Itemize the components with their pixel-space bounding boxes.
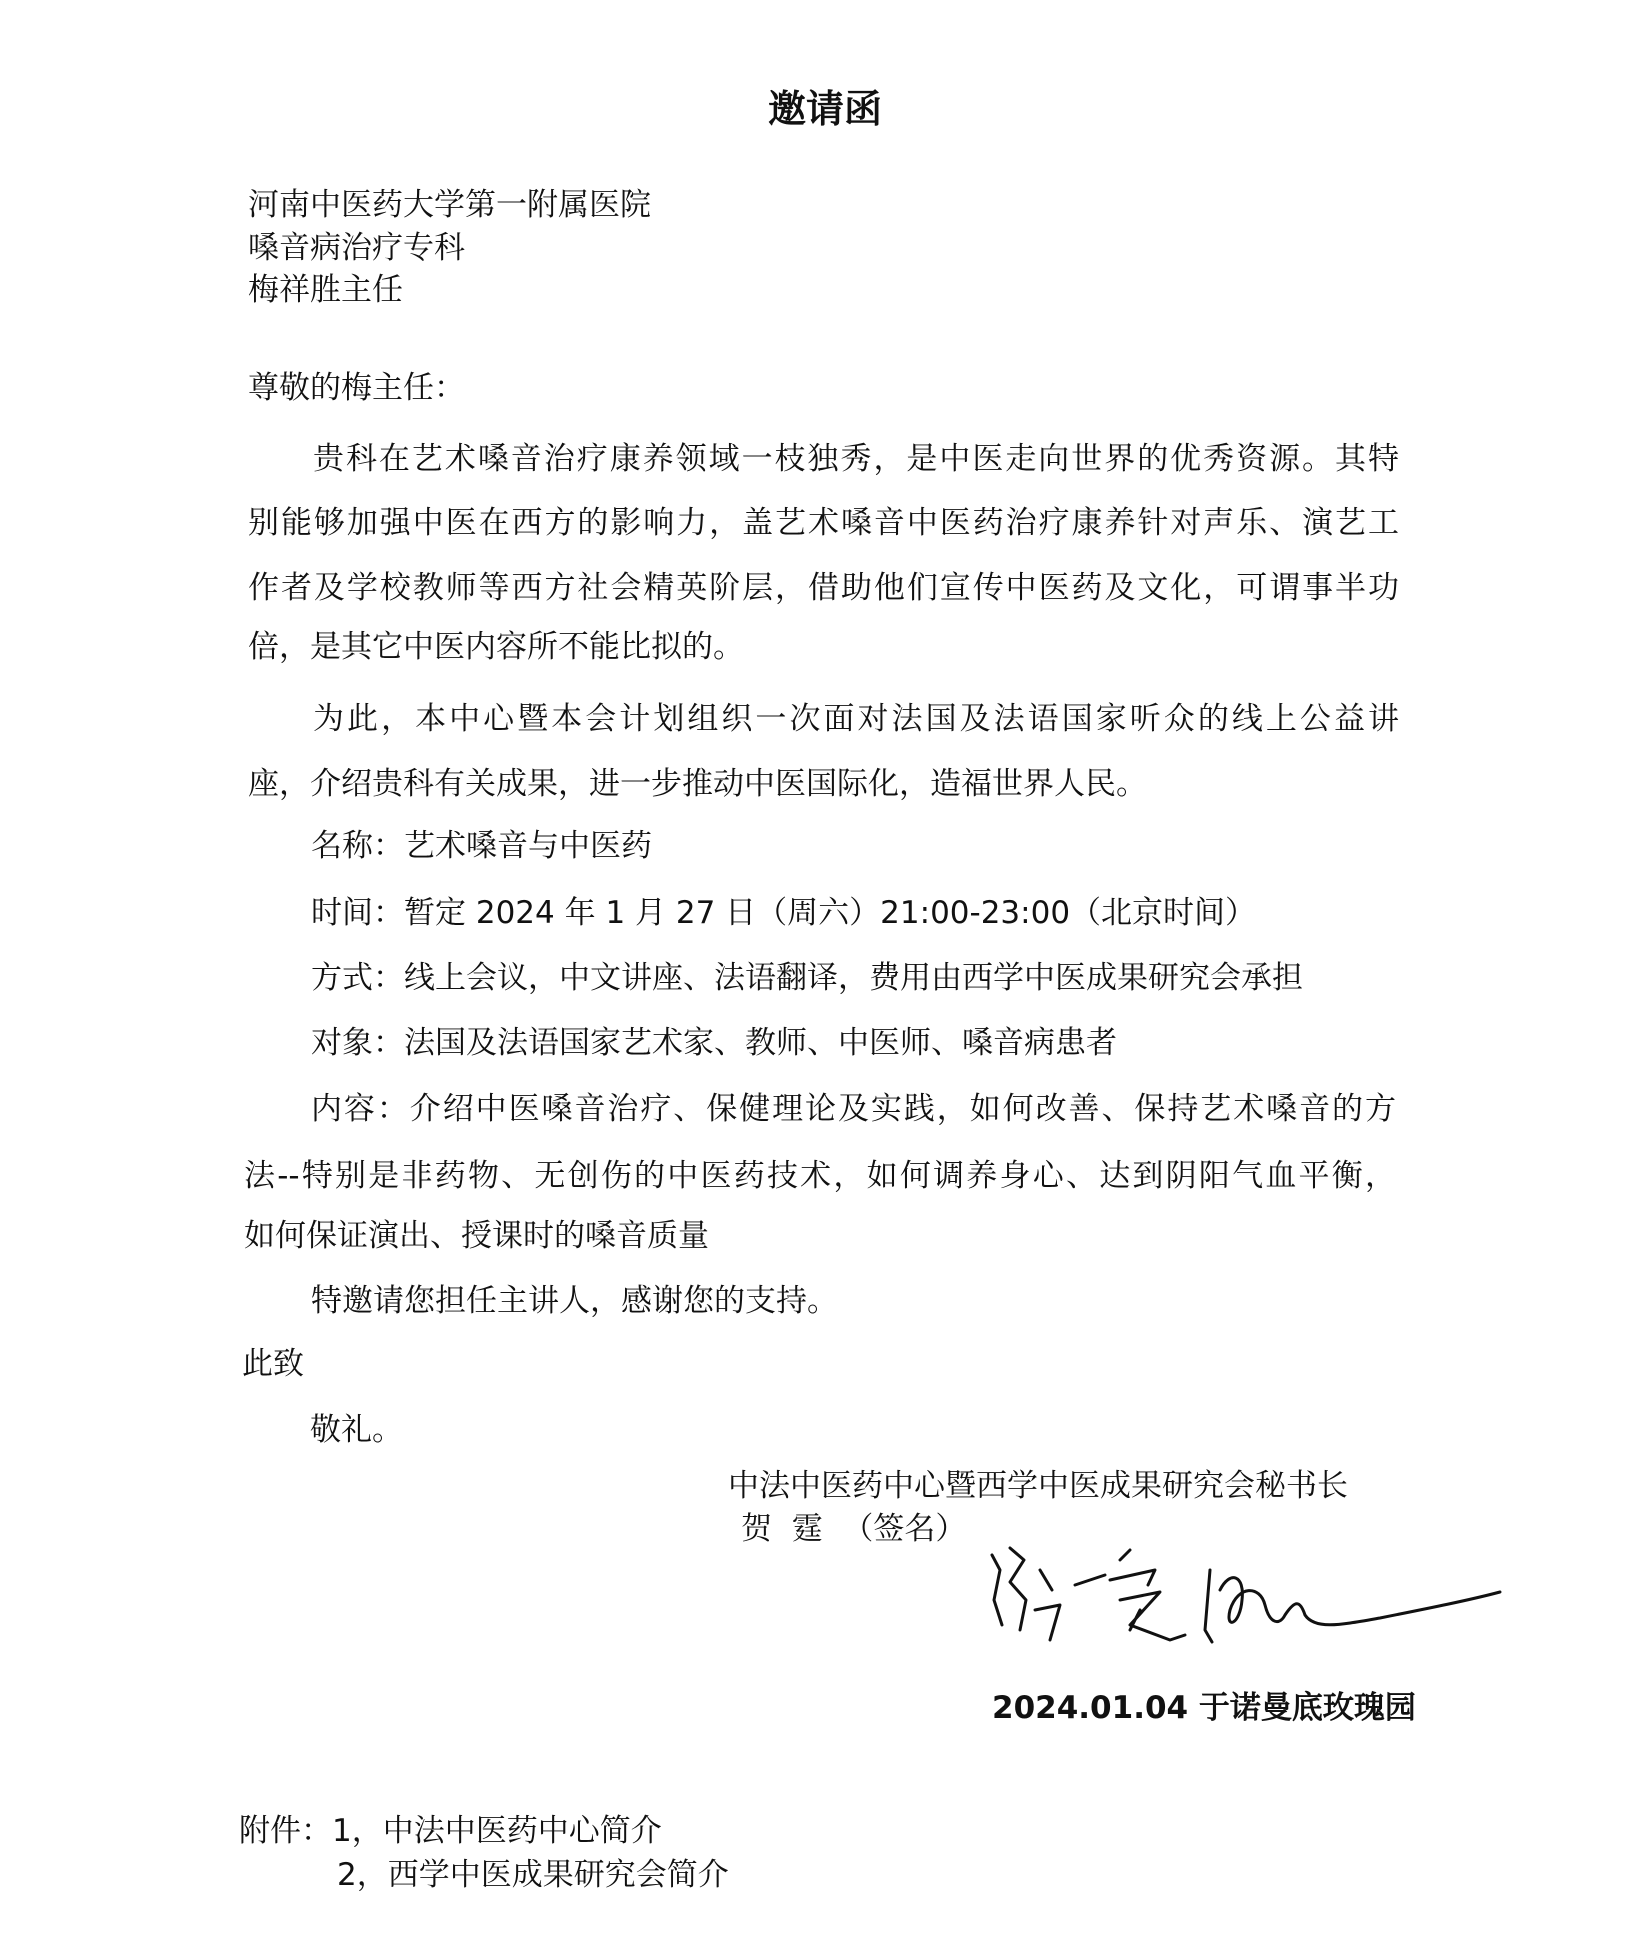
attachment-item: 附件：1，中法中医药中心简介 (239, 1813, 662, 1849)
letter-date: 2024.01.04 于诺曼底玫瑰园 (992, 1690, 1416, 1726)
recipient-line: 嗓音病治疗专科 (248, 230, 465, 266)
salutation: 尊敬的梅主任： (248, 370, 465, 406)
paragraph-line: 别能够加强中医在西方的影响力，盖艺术嗓音中医药治疗康养针对声乐、演艺工 (248, 505, 1399, 541)
paragraph-line: 座，介绍贵科有关成果，进一步推动中医国际化，造福世界人民。 (248, 766, 1147, 802)
detail-content: 内容：介绍中医嗓音治疗、保健理论及实践，如何改善、保持艺术嗓音的方 (311, 1091, 1396, 1127)
paragraph-line: 作者及学校教师等西方社会精英阶层，借助他们宣传中医药及文化，可谓事半功 (248, 570, 1399, 606)
detail-audience: 对象：法国及法语国家艺术家、教师、中医师、嗓音病患者 (311, 1025, 1117, 1061)
document-title: 邀请函 (767, 87, 882, 131)
invitation-line: 特邀请您担任主讲人，感谢您的支持。 (311, 1283, 838, 1319)
recipient-line: 河南中医药大学第一附属医院 (248, 187, 651, 223)
closing-line: 敬礼。 (310, 1412, 403, 1448)
attachment-item: 2，西学中医成果研究会简介 (337, 1857, 729, 1893)
detail-method: 方式：线上会议，中文讲座、法语翻译，费用由西学中医成果研究会承担 (311, 960, 1303, 996)
recipient-line: 梅祥胜主任 (248, 272, 403, 308)
sender-name: 贺 霆 （签名） (741, 1511, 967, 1547)
paragraph-line: 贵科在艺术嗓音治疗康养领域一枝独秀，是中医走向世界的优秀资源。其特 (313, 441, 1399, 477)
detail-name: 名称：艺术嗓音与中医药 (311, 828, 652, 864)
detail-time: 时间：暂定 2024 年 1 月 27 日（周六）21:00-23:00（北京时间） (311, 895, 1257, 931)
paragraph-line: 为此，本中心暨本会计划组织一次面对法国及法语国家听众的线上公益讲 (313, 701, 1399, 737)
detail-content: 如何保证演出、授课时的嗓音质量 (244, 1218, 709, 1254)
handwritten-signature (980, 1530, 1510, 1660)
sender-org: 中法中医药中心暨西学中医成果研究会秘书长 (728, 1468, 1348, 1504)
closing-line: 此致 (242, 1346, 304, 1382)
detail-content: 法--特别是非药物、无创伤的中医药技术，如何调养身心、达到阴阳气血平衡， (244, 1158, 1396, 1194)
paragraph-line: 倍，是其它中医内容所不能比拟的。 (248, 629, 744, 665)
